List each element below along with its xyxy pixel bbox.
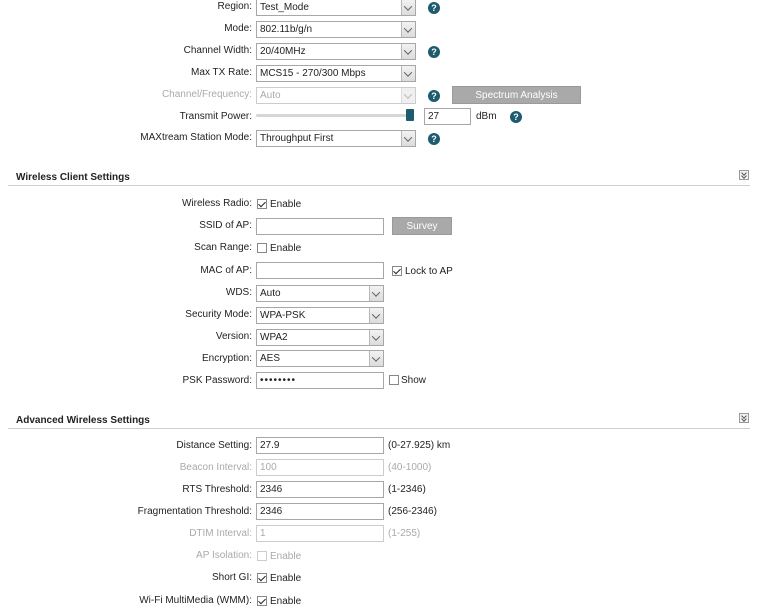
psk-label: PSK Password: xyxy=(182,375,252,386)
maxtream-select[interactable] xyxy=(256,130,416,147)
psk-input[interactable] xyxy=(256,372,384,389)
frag-input[interactable] xyxy=(256,503,384,520)
survey-button[interactable]: Survey xyxy=(392,217,452,235)
chevron-down-icon xyxy=(401,66,415,81)
chevron-down-icon xyxy=(401,44,415,59)
max-tx-rate-value: MCS15 - 270/300 Mbps xyxy=(260,68,366,79)
help-icon[interactable]: ? xyxy=(510,111,522,123)
ssid-label: SSID of AP: xyxy=(199,220,252,231)
short-gi-option: Enable xyxy=(270,573,302,584)
channel-frequency-select xyxy=(256,87,416,104)
collapse-icon[interactable] xyxy=(739,170,749,180)
advanced-section-title: Advanced Wireless Settings xyxy=(16,415,150,426)
beacon-value: 100 xyxy=(260,462,277,473)
transmit-power-input[interactable] xyxy=(424,108,471,125)
ap-isolation-option: Enable xyxy=(270,551,302,562)
channel-width-select[interactable] xyxy=(256,43,416,60)
transmit-power-label: Transmit Power: xyxy=(179,111,252,122)
version-label: Version: xyxy=(215,331,252,342)
maxtream-label: MAXtream Station Mode: xyxy=(140,132,252,143)
short-gi-checkbox[interactable] xyxy=(257,573,267,583)
short-gi-label: Short GI: xyxy=(211,572,252,583)
spectrum-analysis-button[interactable]: Spectrum Analysis xyxy=(452,86,581,104)
chevron-down-icon xyxy=(369,308,383,323)
dtim-label: DTIM Interval: xyxy=(189,528,252,539)
beacon-input xyxy=(256,459,384,476)
channel-width-value: 20/40MHz xyxy=(260,46,306,57)
chevron-down-icon xyxy=(401,131,415,146)
security-mode-value: WPA-PSK xyxy=(260,310,306,321)
max-tx-rate-label: Max TX Rate: xyxy=(191,67,252,78)
chevron-down-icon xyxy=(369,351,383,366)
scan-range-option: Enable xyxy=(270,243,302,254)
channel-width-label: Channel Width: xyxy=(183,45,252,56)
wds-value: Auto xyxy=(260,288,281,299)
beacon-range: (40-1000) xyxy=(388,462,432,473)
frag-label: Fragmentation Threshold: xyxy=(137,506,252,517)
mode-label: Mode: xyxy=(224,23,252,34)
channel-frequency-label: Channel/Frequency: xyxy=(161,89,252,100)
frag-value: 2346 xyxy=(260,506,283,517)
wireless-radio-checkbox[interactable] xyxy=(257,199,267,209)
rts-value: 2346 xyxy=(260,484,283,495)
chevron-down-icon xyxy=(369,330,383,345)
version-select[interactable] xyxy=(256,329,384,346)
help-icon[interactable]: ? xyxy=(428,2,440,14)
scan-range-checkbox[interactable] xyxy=(257,243,267,253)
collapse-icon[interactable] xyxy=(739,413,749,423)
slider-thumb[interactable] xyxy=(406,109,414,121)
psk-value: •••••••• xyxy=(260,375,297,386)
transmit-power-slider[interactable] xyxy=(256,114,414,117)
dtim-input xyxy=(256,525,384,542)
show-password-checkbox[interactable] xyxy=(389,375,399,385)
mac-input[interactable] xyxy=(256,262,384,279)
version-value: WPA2 xyxy=(260,332,288,343)
maxtream-value: Throughput First xyxy=(260,133,334,144)
wmm-checkbox[interactable] xyxy=(257,596,267,606)
chevron-down-icon xyxy=(401,88,415,103)
wds-select[interactable] xyxy=(256,285,384,302)
chevron-down-icon xyxy=(369,286,383,301)
help-icon[interactable]: ? xyxy=(428,90,440,102)
encryption-select[interactable] xyxy=(256,350,384,367)
help-icon[interactable]: ? xyxy=(428,133,440,145)
distance-label: Distance Setting: xyxy=(176,440,252,451)
help-icon[interactable]: ? xyxy=(428,46,440,58)
frag-range: (256-2346) xyxy=(388,506,437,517)
security-mode-select[interactable] xyxy=(256,307,384,324)
wmm-label: Wi-Fi MultiMedia (WMM): xyxy=(139,595,252,606)
lock-to-ap-option: Lock to AP xyxy=(405,266,453,277)
chevron-down-icon xyxy=(401,22,415,37)
rts-label: RTS Threshold: xyxy=(182,484,252,495)
region-value: Test_Mode xyxy=(260,2,309,13)
transmit-power-unit: dBm xyxy=(476,111,497,122)
beacon-label: Beacon Interval: xyxy=(179,462,252,473)
distance-range: (0-27.925) km xyxy=(388,440,451,451)
wireless-radio-option: Enable xyxy=(270,199,302,210)
wmm-option: Enable xyxy=(270,596,302,607)
wds-label: WDS: xyxy=(225,287,252,298)
max-tx-rate-select[interactable] xyxy=(256,65,416,82)
dtim-value: 1 xyxy=(260,528,266,539)
show-password-option: Show xyxy=(401,375,427,386)
dtim-range: (1-255) xyxy=(388,528,421,539)
rts-input[interactable] xyxy=(256,481,384,498)
rts-range: (1-2346) xyxy=(388,484,426,495)
channel-frequency-value: Auto xyxy=(260,90,281,101)
region-label: Region: xyxy=(217,1,252,12)
encryption-value: AES xyxy=(260,353,281,364)
divider xyxy=(8,428,750,429)
ap-isolation-checkbox xyxy=(257,551,267,561)
transmit-power-value: 27 xyxy=(428,111,440,122)
mode-select[interactable] xyxy=(256,21,416,38)
divider xyxy=(8,185,750,186)
encryption-label: Encryption: xyxy=(201,353,252,364)
ap-isolation-label: AP Isolation: xyxy=(196,550,252,561)
lock-to-ap-checkbox[interactable] xyxy=(392,266,402,276)
mac-label: MAC of AP: xyxy=(200,265,252,276)
wireless-radio-label: Wireless Radio: xyxy=(181,198,252,209)
ssid-input[interactable] xyxy=(256,218,384,235)
security-mode-label: Security Mode: xyxy=(185,309,252,320)
chevron-down-icon xyxy=(401,0,415,15)
distance-input[interactable] xyxy=(256,437,384,454)
mode-value: 802.11b/g/n xyxy=(260,24,313,35)
distance-value: 27.9 xyxy=(260,440,280,451)
scan-range-label: Scan Range: xyxy=(194,242,252,253)
client-section-title: Wireless Client Settings xyxy=(16,172,130,183)
region-select[interactable] xyxy=(256,0,416,16)
